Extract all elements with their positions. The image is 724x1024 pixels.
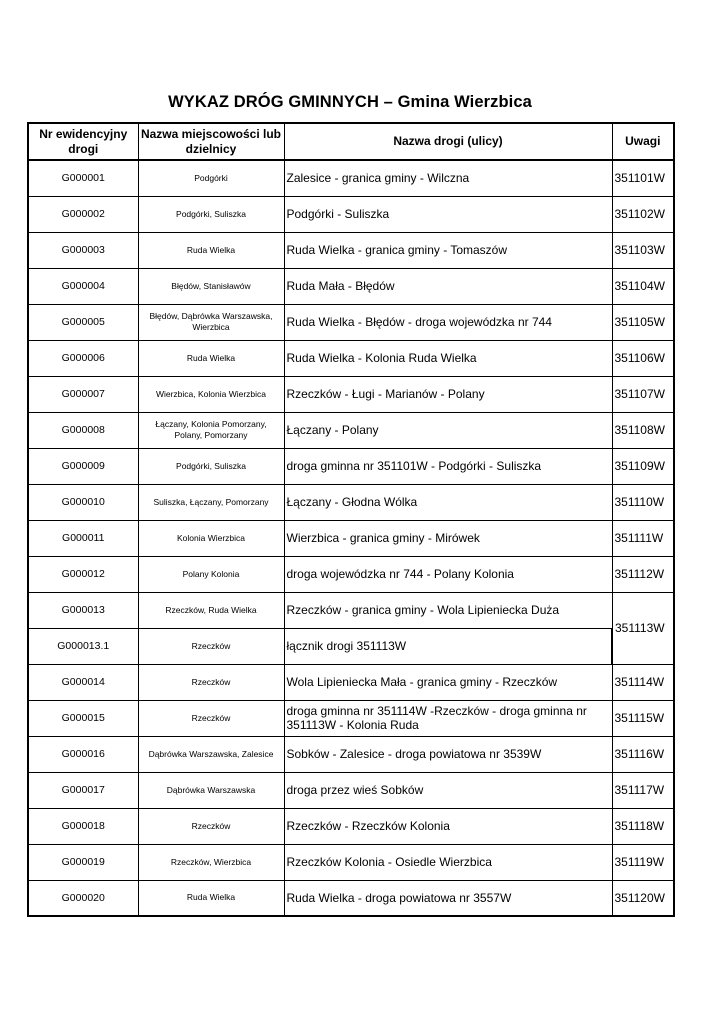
page-title: WYKAZ DRÓG GMINNYCH – Gmina Wierzbica (168, 93, 532, 111)
road-name-cell: Rzeczków Kolonia - Osiedle Wierzbica (284, 844, 612, 880)
locality-cell: Ruda Wielka (138, 880, 284, 916)
notes-cell: 351118W (612, 808, 674, 844)
road-number-cell: G000009 (28, 448, 138, 484)
header-notes: Uwagi (612, 123, 674, 160)
road-number-cell: G000013.1 (28, 628, 138, 664)
locality-cell: Rzeczków (138, 628, 284, 664)
locality-cell: Rzeczków, Ruda Wielka (138, 592, 284, 628)
notes-cell: 351107W (612, 376, 674, 412)
road-name-cell: Wierzbica - granica gminy - Mirówek (284, 520, 612, 556)
notes-cell: 351113W (612, 592, 674, 664)
table-row (28, 232, 674, 268)
locality-cell: Rzeczków (138, 808, 284, 844)
road-number-cell: G000006 (28, 340, 138, 376)
table-row (28, 340, 674, 376)
table-row (28, 700, 674, 736)
table-row (28, 844, 674, 880)
locality-cell: Rzeczków (138, 700, 284, 736)
locality-cell: Błędów, Stanisławów (138, 268, 284, 304)
table-row (28, 448, 674, 484)
table-row (28, 772, 674, 808)
road-name-cell: Łączany - Polany (284, 412, 612, 448)
notes-cell: 351110W (612, 484, 674, 520)
locality-cell: Dąbrówka Warszawska, Zalesice (138, 736, 284, 772)
locality-cell: Polany Kolonia (138, 556, 284, 592)
road-name-cell: Wola Lipieniecka Mała - granica gminy - Rzeczków (284, 664, 612, 700)
road-name-cell: Podgórki - Suliszka (284, 196, 612, 232)
table-row (28, 268, 674, 304)
table-row (28, 628, 674, 664)
table-body (28, 160, 674, 916)
header-row (28, 123, 674, 160)
notes-cell: 351108W (612, 412, 674, 448)
locality-cell: Ruda Wielka (138, 340, 284, 376)
roads-table (27, 122, 675, 917)
notes-cell: 351119W (612, 844, 674, 880)
locality-cell: Suliszka, Łączany, Pomorzany (138, 484, 284, 520)
road-name-cell: droga przez wieś Sobków (284, 772, 612, 808)
locality-cell: Podgórki (138, 160, 284, 196)
table-row (28, 664, 674, 700)
notes-cell: 351112W (612, 556, 674, 592)
road-name-cell: Ruda Wielka - granica gminy - Tomaszów (284, 232, 612, 268)
road-number-cell: G000001 (28, 160, 138, 196)
locality-cell: Podgórki, Suliszka (138, 196, 284, 232)
notes-cell: 351109W (612, 448, 674, 484)
notes-cell: 351111W (612, 520, 674, 556)
road-name-cell: łącznik drogi 351113W (284, 628, 612, 664)
notes-cell: 351106W (612, 340, 674, 376)
locality-cell: Ruda Wielka (138, 232, 284, 268)
notes-cell: 351103W (612, 232, 674, 268)
table-row (28, 592, 674, 628)
locality-cell: Kolonia Wierzbica (138, 520, 284, 556)
notes-cell: 351102W (612, 196, 674, 232)
road-name-cell: Ruda Wielka - droga powiatowa nr 3557W (284, 880, 612, 916)
road-number-cell: G000018 (28, 808, 138, 844)
notes-cell: 351115W (612, 700, 674, 736)
road-number-cell: G000017 (28, 772, 138, 808)
table-row (28, 412, 674, 448)
road-number-cell: G000020 (28, 880, 138, 916)
road-name-cell: droga gminna nr 351101W - Podgórki - Suliszka (284, 448, 612, 484)
road-number-cell: G000014 (28, 664, 138, 700)
table-row (28, 484, 674, 520)
header-nr: Nr ewidencyjny drogi (28, 123, 138, 160)
table-row (28, 196, 674, 232)
table-row (28, 736, 674, 772)
notes-cell: 351104W (612, 268, 674, 304)
road-number-cell: G000007 (28, 376, 138, 412)
road-number-cell: G000012 (28, 556, 138, 592)
table-row (28, 556, 674, 592)
road-number-cell: G000003 (28, 232, 138, 268)
road-number-cell: G000010 (28, 484, 138, 520)
road-name-cell: Zalesice - granica gminy - Wilczna (284, 160, 612, 196)
road-name-cell: Rzeczków - Ługi - Marianów - Polany (284, 376, 612, 412)
road-name-cell: Ruda Mała - Błędów (284, 268, 612, 304)
road-number-cell: G000015 (28, 700, 138, 736)
road-number-cell: G000002 (28, 196, 138, 232)
locality-cell: Łączany, Kolonia Pomorzany, Polany, Pomorzany (138, 412, 284, 448)
locality-cell: Błędów, Dąbrówka Warszawska, Wierzbica (138, 304, 284, 340)
locality-cell: Dąbrówka Warszawska (138, 772, 284, 808)
road-number-cell: G000005 (28, 304, 138, 340)
road-name-cell: Sobków - Zalesice - droga powiatowa nr 3539W (284, 736, 612, 772)
road-name-cell: Rzeczków - granica gminy - Wola Lipieniecka Duża (284, 592, 612, 628)
notes-cell: 351120W (612, 880, 674, 916)
road-name-cell: Rzeczków - Rzeczków Kolonia (284, 808, 612, 844)
table-row (28, 376, 674, 412)
notes-cell: 351114W (612, 664, 674, 700)
road-number-cell: G000016 (28, 736, 138, 772)
table-row (28, 520, 674, 556)
notes-cell: 351117W (612, 772, 674, 808)
road-name-cell: droga gminna nr 351114W -Rzeczków - droga gminna nr 351113W - Kolonia Ruda (284, 700, 612, 736)
header-road: Nazwa drogi (ulicy) (284, 123, 612, 160)
header-locality: Nazwa miejscowości lub dzielnicy (138, 123, 284, 160)
table-header (28, 123, 674, 160)
road-name-cell: Ruda Wielka - Błędów - droga wojewódzka nr 744 (284, 304, 612, 340)
locality-cell: Wierzbica, Kolonia Wierzbica (138, 376, 284, 412)
road-number-cell: G000008 (28, 412, 138, 448)
road-name-cell: Ruda Wielka - Kolonia Ruda Wielka (284, 340, 612, 376)
table-row (28, 304, 674, 340)
table-row (28, 880, 674, 916)
road-number-cell: G000013 (28, 592, 138, 628)
locality-cell: Rzeczków, Wierzbica (138, 844, 284, 880)
table-row (28, 160, 674, 196)
locality-cell: Rzeczków (138, 664, 284, 700)
road-number-cell: G000011 (28, 520, 138, 556)
road-number-cell: G000019 (28, 844, 138, 880)
notes-cell: 351101W (612, 160, 674, 196)
notes-cell: 351105W (612, 304, 674, 340)
road-name-cell: Łączany - Głodna Wólka (284, 484, 612, 520)
road-name-cell: droga wojewódzka nr 744 - Polany Kolonia (284, 556, 612, 592)
table-row (28, 808, 674, 844)
locality-cell: Podgórki, Suliszka (138, 448, 284, 484)
road-number-cell: G000004 (28, 268, 138, 304)
notes-cell: 351116W (612, 736, 674, 772)
